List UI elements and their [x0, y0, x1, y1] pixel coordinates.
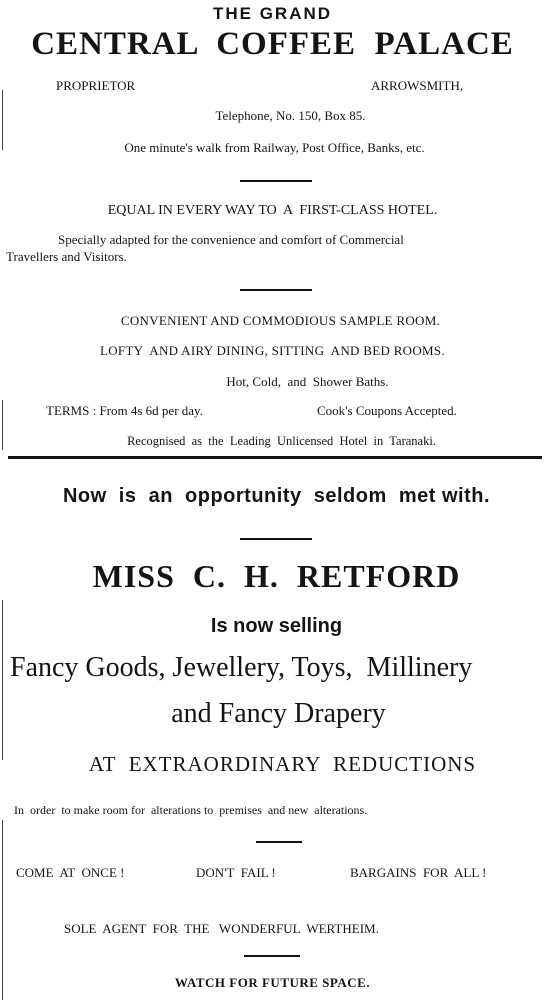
telephone-line: Telephone, No. 150, Box 85. [215, 108, 366, 123]
sample-room-line: CONVENIENT AND COMMODIOUS SAMPLE ROOM. [120, 313, 441, 328]
bargains-text: BARGAINS FOR ALL ! [350, 865, 487, 880]
reductions-line: AT EXTRAORDINARY REDUCTIONS [88, 752, 477, 776]
first-class-hotel-line: EQUAL IN EVERY WAY TO A FIRST-CLASS HOTEL. [107, 203, 438, 218]
terms-line: TERMS : From 4s 6d per day. [46, 403, 203, 418]
fancy-drapery-line: and Fancy Drapery [171, 698, 386, 729]
coupons-line: Cook's Coupons Accepted. [317, 403, 457, 418]
scan-edge-mark [2, 600, 3, 760]
proprietor-name: ARROWSMITH, [371, 78, 464, 93]
section-rule [256, 841, 302, 843]
section-rule [240, 180, 312, 182]
recognised-line: Recognised as the Leading Unlicensed Hotel in Taranaki. [127, 434, 436, 448]
now-selling-line: Is now selling [210, 615, 343, 637]
come-at-once-text: COME AT ONCE ! [16, 865, 125, 880]
location-line: One minute's walk from Railway, Post Office, Banks, etc. [124, 140, 425, 155]
section-rule [240, 289, 312, 291]
advertisement-divider [8, 456, 542, 459]
watch-future-space-line: WATCH FOR FUTURE SPACE. [174, 975, 371, 990]
travellers-line: Travellers and Visitors. [6, 249, 127, 264]
alterations-line: In order to make room for alterations to premises and new alterations. [14, 803, 368, 817]
retford-name: MISS C. H. RETFORD [92, 558, 461, 594]
opportunity-headline: Now is an opportunity seldom met with. [62, 485, 491, 507]
scan-edge-mark [2, 400, 3, 450]
fancy-goods-line: Fancy Goods, Jewellery, Toys, Millinery [10, 652, 473, 683]
the-grand-heading: THE GRAND [212, 4, 333, 23]
dont-fail-text: DON'T FAIL ! [196, 865, 276, 880]
coffee-palace-name: CENTRAL COFFEE PALACE [31, 26, 514, 62]
section-rule [240, 538, 312, 540]
baths-line: Hot, Cold, and Shower Baths. [226, 374, 389, 389]
proprietor-label: PROPRIETOR [56, 78, 136, 93]
scan-edge-mark [2, 820, 3, 1000]
sole-agent-line: SOLE AGENT FOR THE WONDERFUL WERTHEIM. [64, 921, 379, 936]
section-rule [244, 955, 300, 957]
rooms-line: LOFTY AND AIRY DINING, SITTING AND BED ROOMS. [99, 343, 445, 358]
specially-adapted-line: Specially adapted for the convenience and comfort of Commercial [58, 232, 404, 247]
